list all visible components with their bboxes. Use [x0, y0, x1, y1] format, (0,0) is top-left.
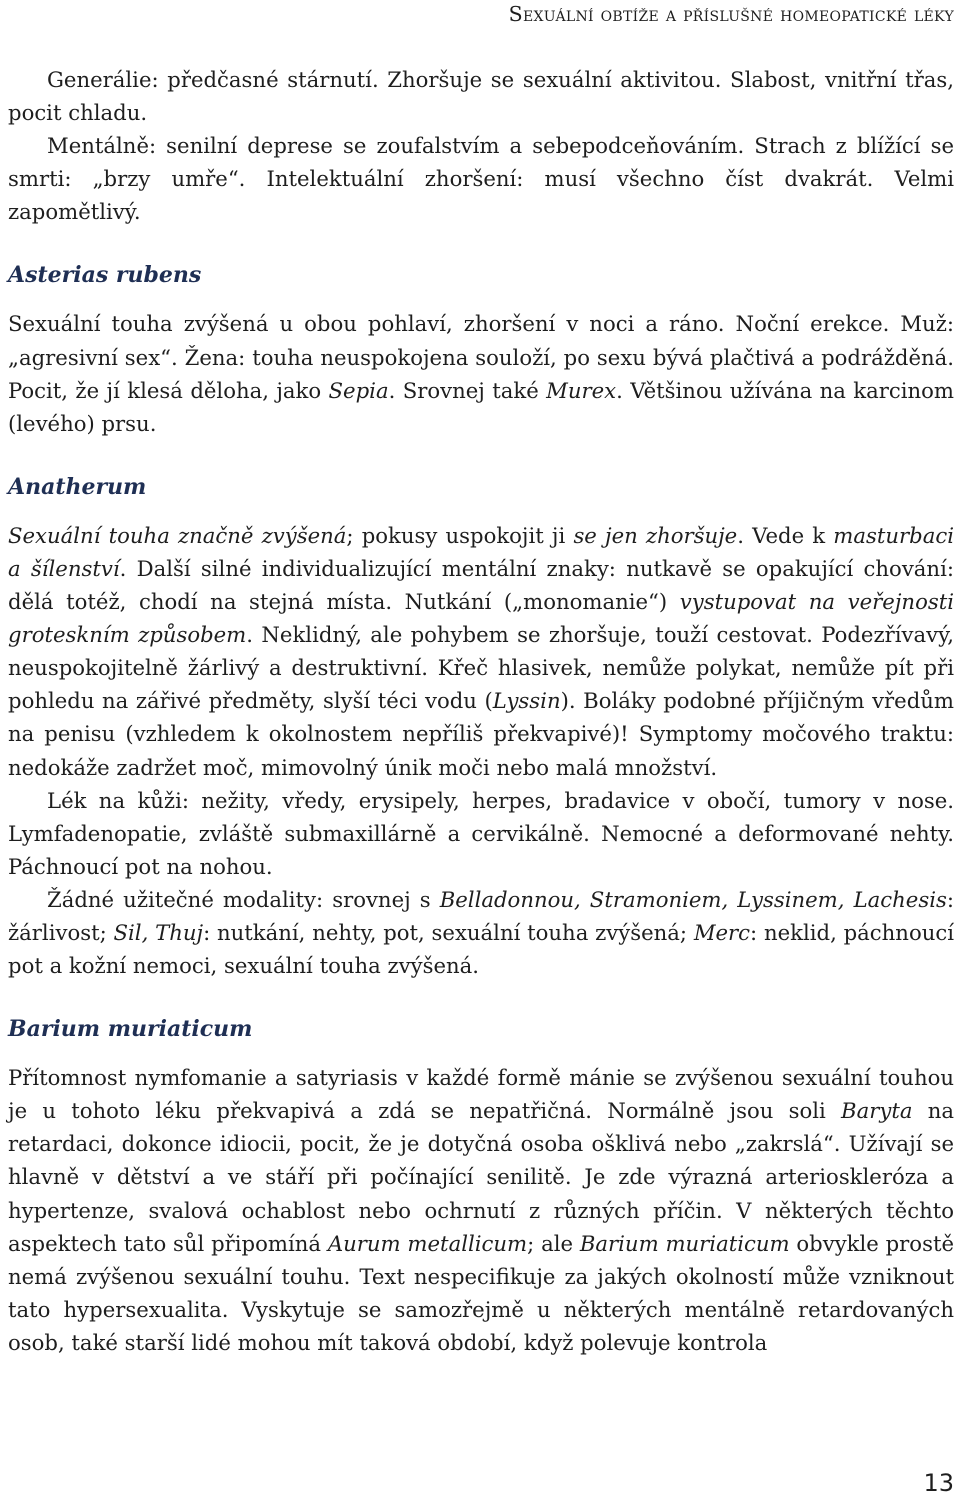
section-heading-barium: Barium muriaticum [8, 1016, 253, 1043]
paragraph-anatherum-2: Lék na kůži: nežity, vředy, erysipely, herpes, bradavice v obočí, tumory v nose. Lymfadenopatie, zvláště submaxillárně a cervikálně. Nemocné a deformované nehty. Páchnoucí pot na nohou. [8, 787, 954, 879]
paragraph-generalie: Generálie: předčasné stárnutí. Zhoršuje se sexuální aktivitou. Slabost, vnitřní třas, pocit chladu. [8, 67, 954, 126]
paragraph-anatherum-1: Sexuální touha značně zvýšená; pokusy uspokojit ji se jen zhoršuje. Vede k masturbaci a šílenství. Další silné individualizující mentální znaky: nutkavě se opakující chování: dělá totéž, chodí na stejná místa. Nutkání („monomanie“) vystupovat na veřejnosti groteskním způsobem. Neklidný, ale pohybem se zhoršuje, touží cestovat. Podezřívavý, neuspokojitelně žárlivý a destruktivní. Křeč hlasivek, nemůže polykat, nemůže pít při pohledu na zářivé předměty, slyší téci vodu (Lyssin). Boláky podobné příjičným vředům na penisu (vzhledem k okolnostem nepříliš překvapivé)! Symptomy močového traktu: nedokáže zadržet moč, mimovolný únik moči nebo malá množství. [8, 522, 954, 780]
page-body [8, 63, 954, 1359]
section-heading-anatherum: Anatherum [8, 473, 147, 500]
paragraph-anatherum-3: Žádné užitečné modality: srovnej s Belladonnou, Stramoniem, Lyssinem, Lachesis: žárlivost; Sil, Thuj: nutkání, nehty, pot, sexuální touha zvýšená; Merc: neklid, páchnoucí pot a kožní nemoci, sexuální touha zvýšená. [8, 886, 954, 979]
page-number: 13 [923, 1469, 954, 1497]
section-heading-asterias: Asterias rubens [8, 262, 202, 289]
running-head: Sexuální obtíže a příslušné homeopatické léky [508, 2, 954, 26]
paragraph-asterias: Sexuální touha zvýšená u obou pohlaví, zhoršení v noci a ráno. Noční erekce. Muž: „agresivní sex“. Žena: touha neuspokojena souloží, po sexu bývá plačtivá a podrážděná. Pocit, že jí klesá děloha, jako Sepia. Srovnej také Murex. Většinou užívána na karcinom (levého) prsu. [8, 311, 954, 436]
paragraph-barium: Přítomnost nymfomanie a satyriasis v každé formě mánie se zvýšenou sexuální touhou je u tohoto léku překvapivá a zdá se nepatřičná. Normálně jsou soli Baryta na retardaci, dokonce idiocii, pocit, že je dotyčná osoba ošklivá nebo „zakrslá“. Užívají se hlavně v dětství a ve stáří při počínající senilitě. Je zde výrazná arterioskleróza a hypertenze, svalová ochablost nebo ochrnutí z různých příčin. V některých těchto aspektech tato sůl připomíná Aurum metallicum; ale Barium muriaticum obvykle prostě nemá zvýšenou sexuální touhu. Text nespecifikuje za jakých okolností může vzniknout tato hypersexualita. Vyskytuje se samozřejmě u některých mentálně retardovaných osob, také starší lidé mohou mít taková období, když polevuje kontrola [8, 1065, 955, 1355]
paragraph-mentalne: Mentálně: senilní deprese se zoufalstvím a sebepodceňováním. Strach z blížící se smrti: „brzy umře“. Intelektuální zhoršení: musí všechno číst dvakrát. Velmi zapomětlivý. [8, 133, 954, 225]
